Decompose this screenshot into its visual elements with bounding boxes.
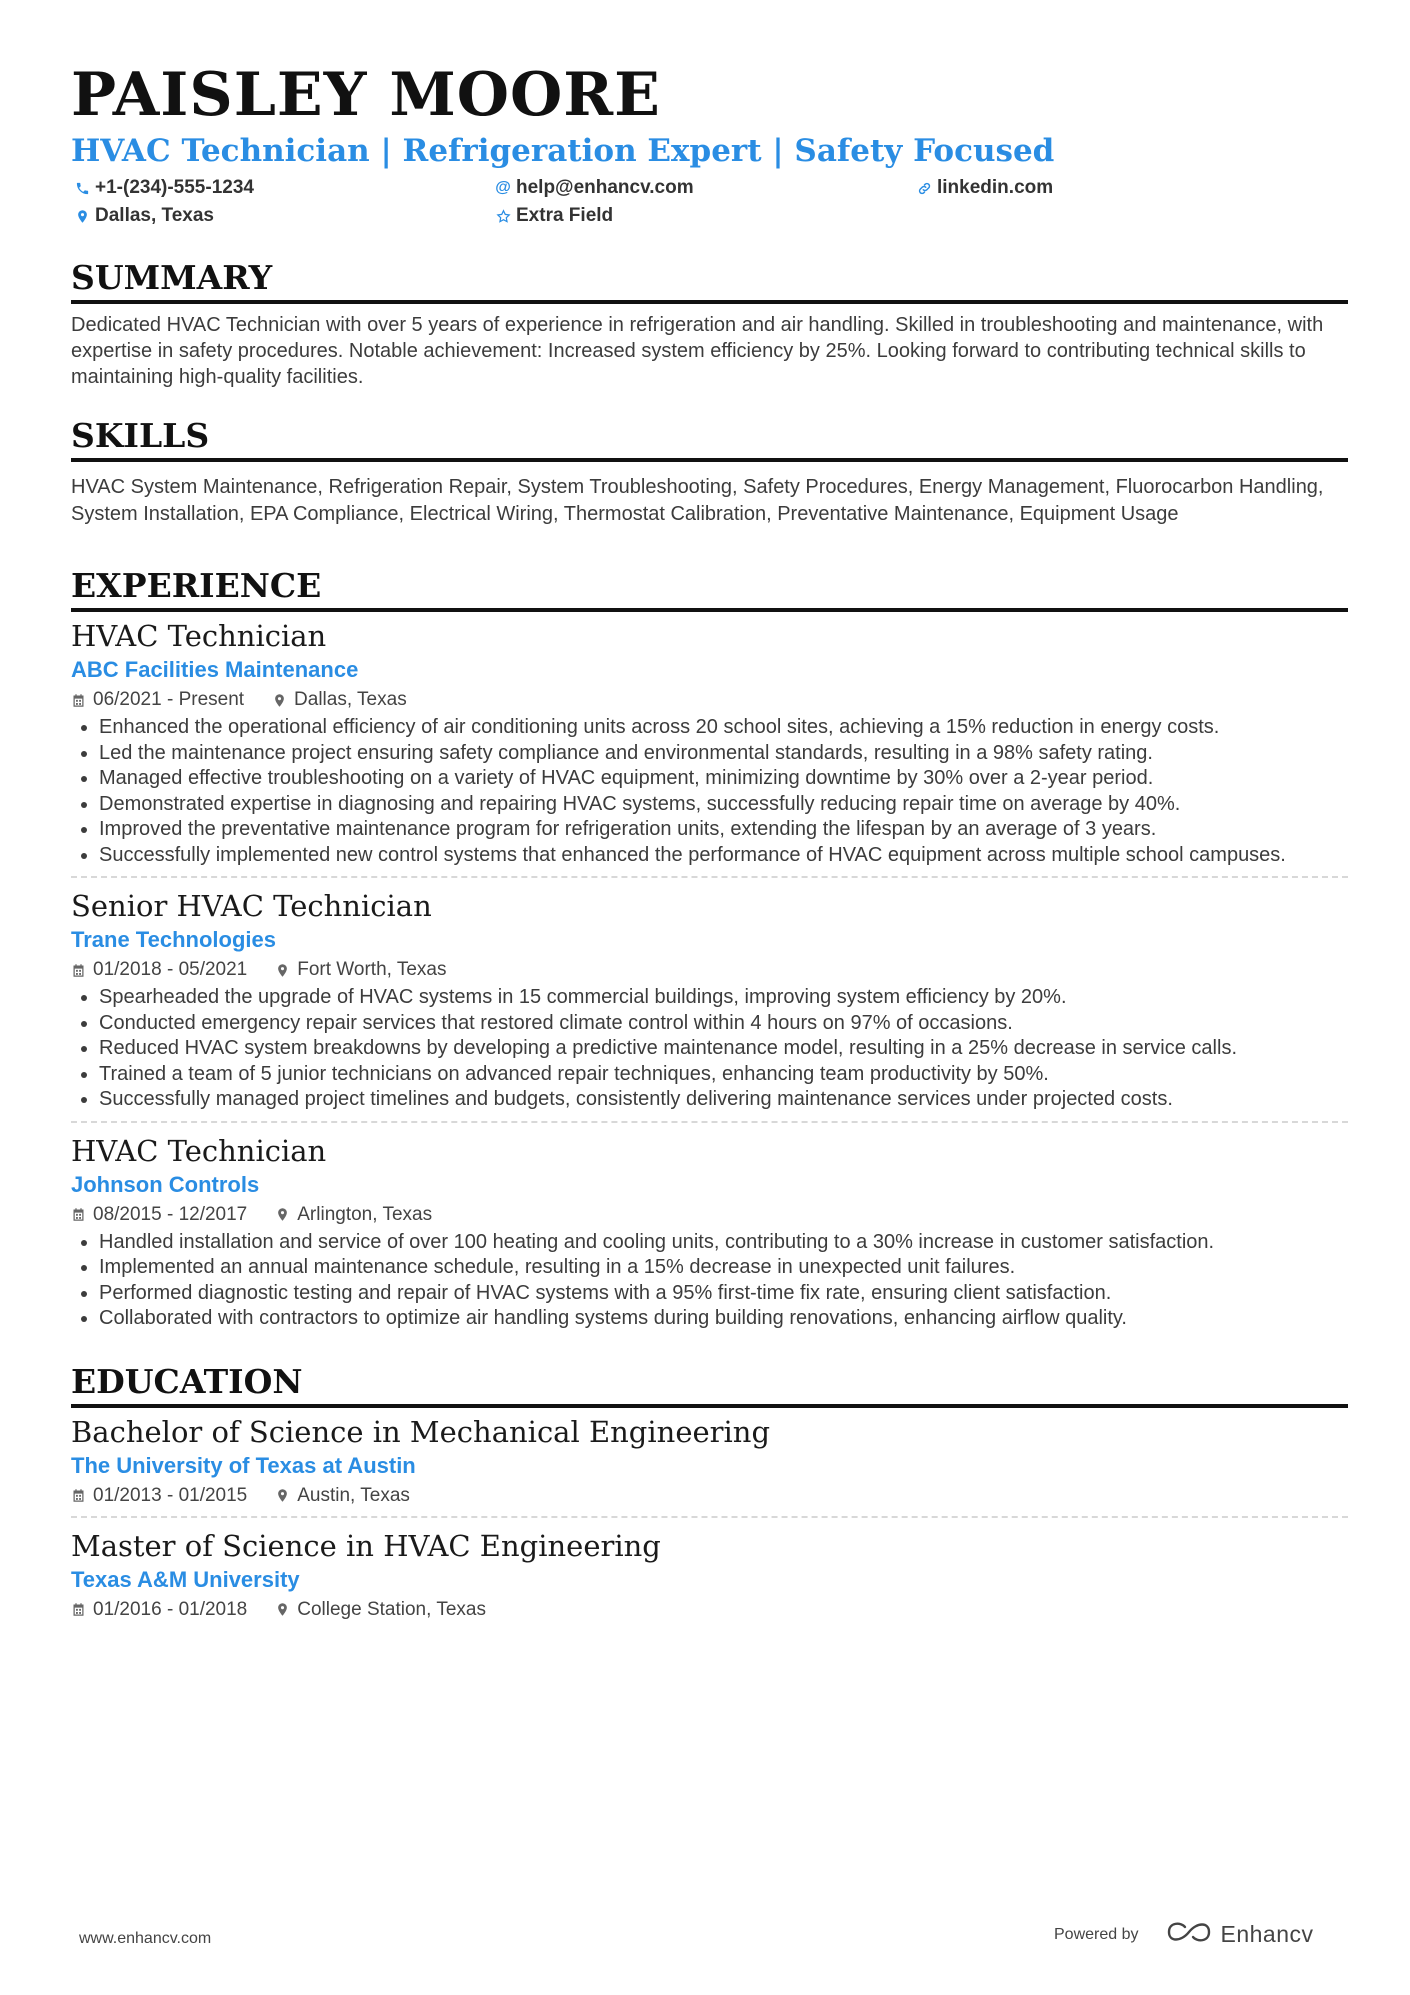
list-item: • Led the maintenance project ensuring safety compliance and environmental standards, resulting in a 98% safety rating. — [99, 741, 1348, 767]
calendar-icon — [71, 1602, 93, 1617]
job-title: HVAC Technician — [71, 619, 327, 653]
school-name: The University of Texas at Austin — [71, 1452, 416, 1478]
contact-phone — [71, 176, 492, 200]
experience-section-title: EXPERIENCE — [71, 566, 1348, 612]
entry-divider — [71, 1121, 1348, 1123]
job-meta — [71, 958, 1348, 982]
company-name: Johnson Controls — [71, 1171, 260, 1197]
headline: HVAC Technician | Refrigeration Expert | Safety Focused — [71, 133, 1055, 169]
location-pin-icon — [272, 693, 294, 708]
job-location: Dallas, Texas — [294, 689, 407, 710]
location-pin-icon — [71, 209, 93, 224]
list-item: • Successfully implemented new control systems that enhanced the performance of HVAC equipment across multiple school campuses. — [99, 843, 1348, 869]
job-dates: 01/2018 - 05/2021 — [93, 959, 248, 980]
contact-list — [71, 176, 1348, 228]
education-section-title: EDUCATION — [71, 1362, 1348, 1408]
phone-icon — [71, 181, 93, 196]
experience-entry — [71, 1133, 1348, 1332]
extra-field-text: Extra Field — [516, 205, 614, 226]
experience-entry — [71, 888, 1348, 1113]
list-item: • Enhanced the operational efficiency of air conditioning units across 20 school sites, achieving a 15% reduction in energy costs. — [99, 715, 1348, 741]
education-location: College Station, Texas — [297, 1598, 486, 1620]
at-icon: @ — [495, 179, 511, 196]
list-item: • Improved the preventative maintenance program for refrigeration units, extending the lifespan by an average of 3 years. — [99, 817, 1348, 843]
entry-divider — [71, 1516, 1348, 1518]
list-item: • Collaborated with contractors to optimize air handling systems during building renovations, enhancing airflow quality. — [99, 1306, 1348, 1332]
summary-section-title: SUMMARY — [71, 258, 1348, 304]
list-item: • Spearheaded the upgrade of HVAC systems in 15 commercial buildings, improving system efficiency by 20%. — [99, 985, 1348, 1011]
list-item: • Demonstrated expertise in diagnosing and repairing HVAC systems, successfully reducing repair time on average by 40%. — [99, 792, 1348, 818]
location-text: Dallas, Texas — [95, 205, 215, 226]
degree-title: Bachelor of Science in Mechanical Engineering — [71, 1414, 771, 1449]
list-item: • Performed diagnostic testing and repair of HVAC systems with a 95% first-time fix rate, ensuring client satisfaction. — [99, 1281, 1348, 1307]
location-pin-icon — [275, 963, 297, 978]
job-dates: 06/2021 - Present — [93, 689, 245, 710]
degree-title: Master of Science in HVAC Engineering — [71, 1528, 661, 1563]
summary-text: Dedicated HVAC Technician with over 5 years of experience in refrigeration and air handling. Skilled in troubleshooting and maintenance, with expertise in safety procedures. Notable achievement: Increased system efficiency by 25%. Looking forward to contributing technical skills to maintaining high-quality facilities. — [71, 314, 1324, 388]
education-location: Austin, Texas — [297, 1484, 410, 1506]
list-item: • Successfully managed project timelines and budgets, consistently delivering maintenance services under projected costs. — [99, 1087, 1348, 1113]
location-pin-icon — [275, 1207, 297, 1222]
contact-linkedin — [913, 176, 1334, 200]
list-item: • Implemented an annual maintenance schedule, resulting in a 15% decrease in unexpected unit failures. — [99, 1255, 1348, 1281]
list-item: • Conducted emergency repair services that restored climate control within 4 hours on 97% of occasions. — [99, 1011, 1348, 1037]
location-pin-icon — [275, 1602, 297, 1617]
list-item: • Trained a team of 5 junior technicians on advanced repair techniques, enhancing team productivity by 50%. — [99, 1062, 1348, 1088]
school-name: Texas A&M University — [71, 1566, 300, 1592]
job-location: Fort Worth, Texas — [297, 959, 447, 980]
resume-page — [71, 58, 1348, 1625]
achievement-list — [71, 1230, 1348, 1332]
entry-divider — [71, 876, 1348, 878]
experience-entry — [71, 618, 1348, 868]
job-title: HVAC Technician — [71, 1133, 327, 1168]
skills-section-title: SKILLS — [71, 416, 1348, 462]
company-name: Trane Technologies — [71, 927, 276, 952]
education-meta — [71, 1484, 1348, 1508]
email-text[interactable]: help@enhancv.com — [516, 177, 694, 198]
linkedin-text[interactable]: linkedin.com — [937, 177, 1054, 198]
contact-location — [71, 204, 492, 228]
job-meta — [71, 688, 1348, 712]
achievement-list — [71, 715, 1348, 868]
calendar-icon — [71, 963, 93, 978]
job-meta — [71, 1203, 1348, 1227]
link-icon — [913, 181, 935, 196]
star-icon — [492, 209, 514, 224]
achievement-list — [71, 985, 1348, 1113]
footer-branding — [1054, 1920, 1314, 1949]
education-dates: 01/2016 - 01/2018 — [93, 1598, 248, 1620]
education-entry — [71, 1528, 1348, 1622]
calendar-icon — [71, 1488, 93, 1503]
location-pin-icon — [275, 1488, 297, 1503]
education-entry — [71, 1414, 1348, 1508]
education-meta — [71, 1598, 1348, 1622]
calendar-icon — [71, 693, 93, 708]
education-dates: 01/2013 - 01/2015 — [93, 1484, 248, 1506]
brand-name: Enhancv — [1220, 1921, 1314, 1947]
contact-email — [492, 176, 913, 200]
powered-by-text: Powered by — [1054, 1925, 1139, 1943]
contact-extra — [492, 204, 913, 228]
list-item: • Managed effective troubleshooting on a variety of HVAC equipment, minimizing downtime by 30% over a 2-year period. — [99, 766, 1348, 792]
job-dates: 08/2015 - 12/2017 — [93, 1203, 248, 1225]
calendar-icon — [71, 1207, 93, 1222]
phone-text[interactable]: +1-(234)-555-1234 — [95, 177, 254, 198]
job-title: Senior HVAC Technician — [71, 889, 432, 923]
footer-website[interactable]: www.enhancv.com — [79, 1930, 212, 1947]
list-item: • Reduced HVAC system breakdowns by developing a predictive maintenance model, resulting in a 25% decrease in service calls. — [99, 1036, 1348, 1062]
enhancv-logo-icon — [1165, 1920, 1213, 1949]
skills-text: HVAC System Maintenance, Refrigeration Repair, System Troubleshooting, Safety Procedures, Energy Management, Fluorocarbon Handling, System Installation, EPA Compliance, Electrical Wiring, Thermostat Calibration, Preventative Maintenance, Equipment Usage — [71, 476, 1324, 525]
job-location: Arlington, Texas — [297, 1203, 433, 1225]
candidate-name: PAISLEY MOORE — [71, 60, 661, 130]
company-name: ABC Facilities Maintenance — [71, 657, 359, 682]
list-item: • Handled installation and service of over 100 heating and cooling units, contributing to a 30% increase in customer satisfaction. — [99, 1230, 1348, 1256]
